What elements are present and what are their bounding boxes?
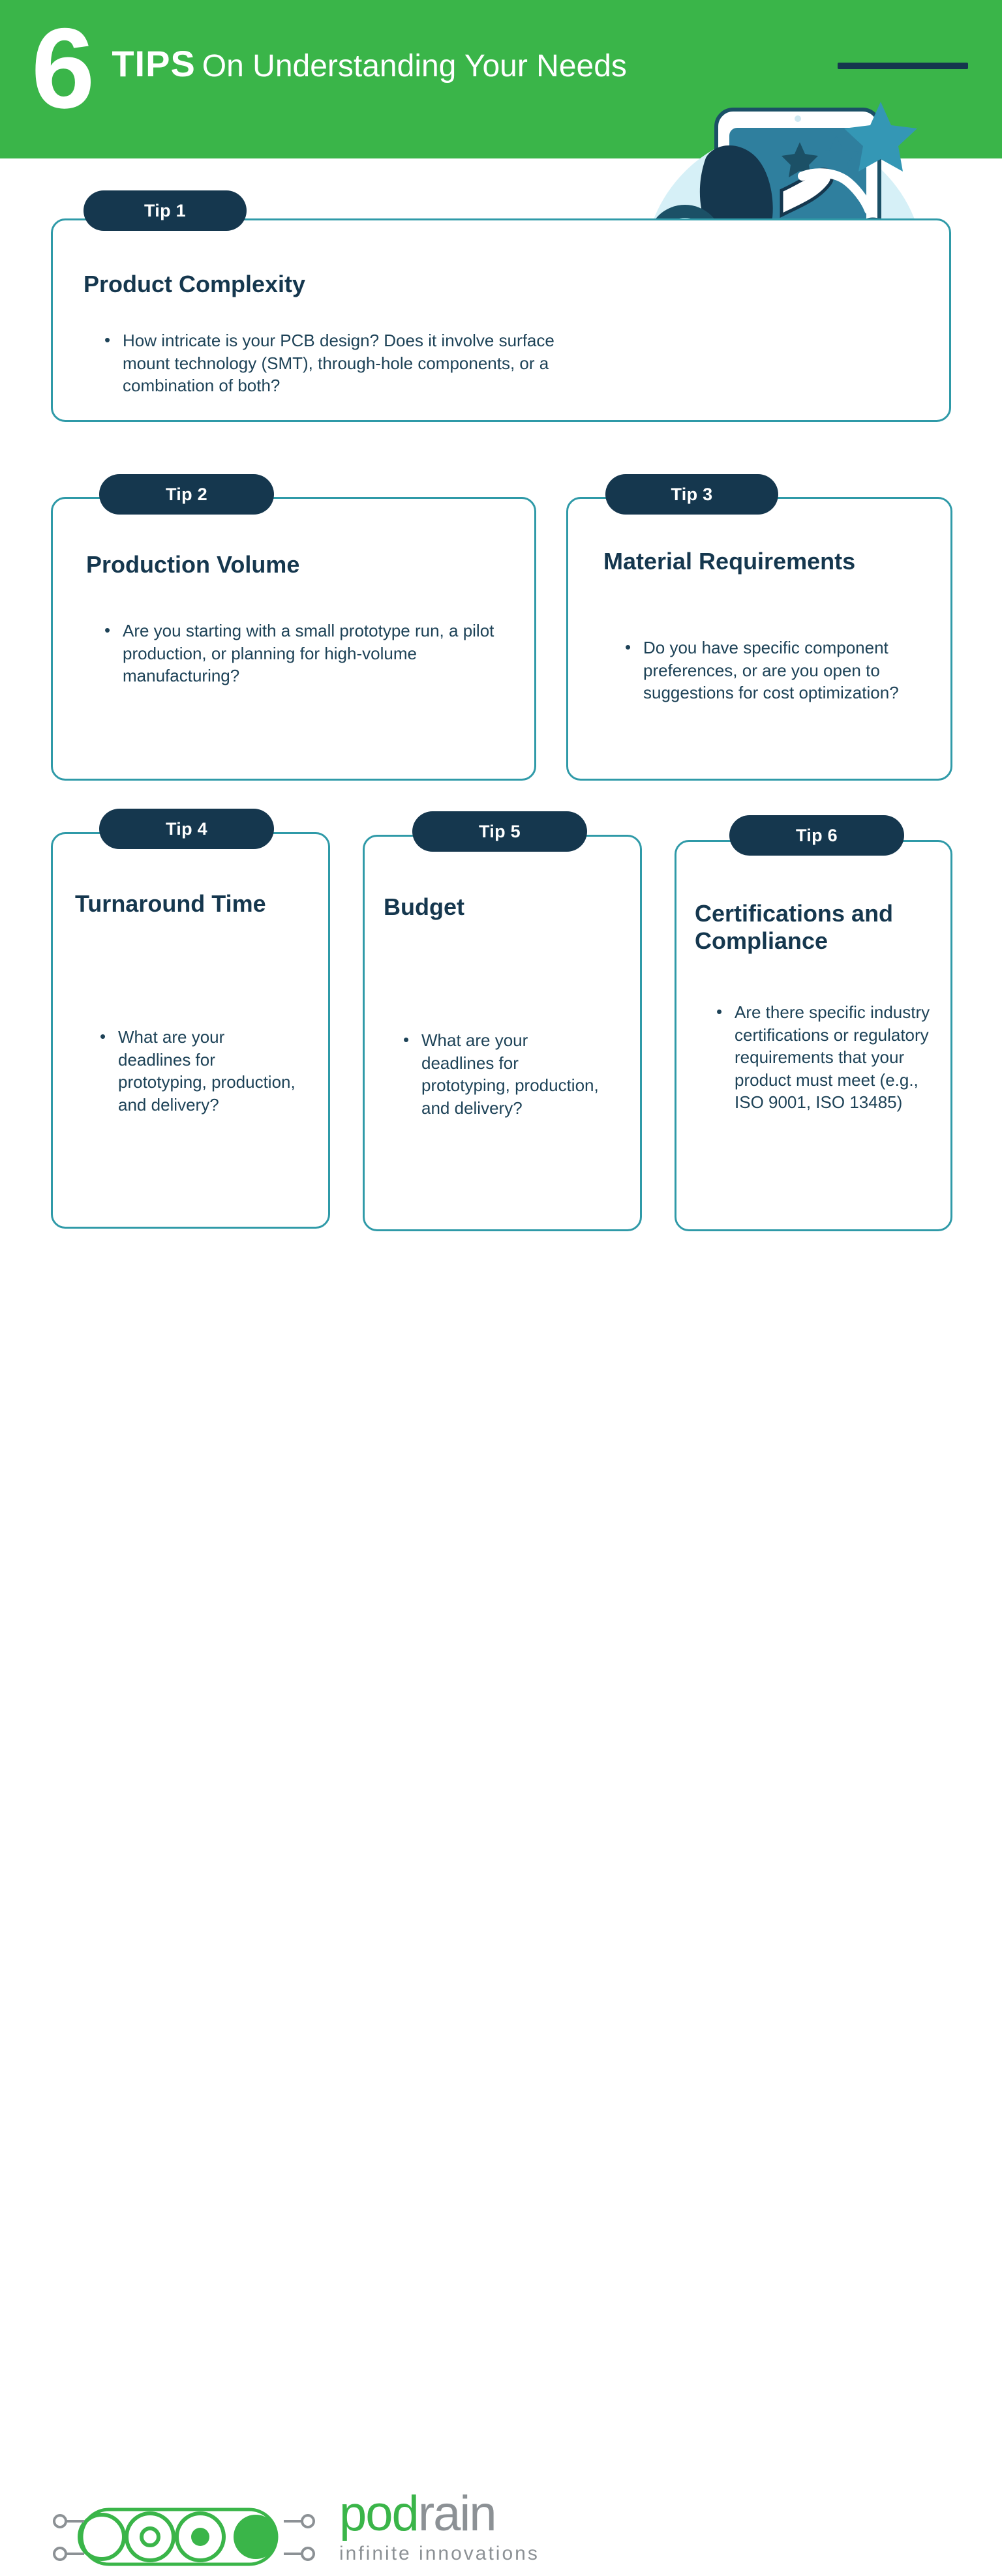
tip-title-1: Product Complexity	[84, 271, 306, 297]
tip-title-3: Material Requirements	[603, 548, 856, 575]
list-item: • Are there specific industry certifications or regulatory requirements that your product must meet (e.g., ISO 9001, ISO 13485)	[735, 1001, 930, 1114]
tip-title-6: Certifications and Compliance	[695, 900, 894, 955]
tip-bullets-2	[99, 620, 514, 687]
tip-bullets-1	[99, 329, 605, 397]
tip-bullets-6	[711, 1001, 930, 1114]
tip-bullets-5	[398, 1029, 604, 1119]
tip-title-4: Turnaround Time	[75, 890, 266, 917]
logo-rain-text: rain	[418, 2486, 496, 2541]
list-item: • How intricate is your PCB design? Does it involve surface mount technology (SMT), through-hole components, or a combination of both?	[123, 329, 605, 397]
header-title	[112, 42, 627, 95]
logo-tagline: infinite innovations	[339, 2543, 539, 2564]
list-item: • Are you starting with a small prototype run, a pilot production, or planning for high-volume manufacturing?	[123, 620, 514, 687]
tip-badge-4: Tip 4	[99, 809, 274, 849]
tip-badge-3: Tip 3	[605, 474, 778, 515]
page-footer	[0, 1242, 1002, 2564]
header-title-group	[31, 5, 627, 132]
tip-title-5: Budget	[384, 893, 464, 920]
header-accent-bar	[838, 63, 968, 69]
tip-count-number: 6	[31, 5, 93, 132]
logo-wordmark	[339, 2486, 539, 2541]
pcb-circuit-icon	[47, 2498, 321, 2576]
tip-badge-2: Tip 2	[99, 474, 274, 515]
header-tips-word: TIPS	[112, 43, 196, 84]
brand-logo	[339, 2486, 539, 2565]
tip-badge-1: Tip 1	[84, 190, 247, 231]
list-item: • Do you have specific component preferences, or are you open to suggestions for cost optimization?	[643, 637, 937, 704]
tip-badge-5: Tip 5	[412, 811, 587, 852]
tip-bullets-4	[95, 1026, 301, 1116]
tip-title-2: Production Volume	[86, 551, 300, 578]
tip-badge-6: Tip 6	[729, 815, 904, 856]
header-subtitle: On Understanding Your Needs	[202, 49, 627, 83]
list-item: • What are your deadlines for prototyping, production, and delivery?	[118, 1026, 301, 1116]
page-header	[0, 0, 1002, 158]
logo-pod-text: pod	[339, 2486, 418, 2541]
tip-bullets-3	[620, 637, 937, 704]
list-item: • What are your deadlines for prototyping, production, and delivery?	[421, 1029, 604, 1119]
